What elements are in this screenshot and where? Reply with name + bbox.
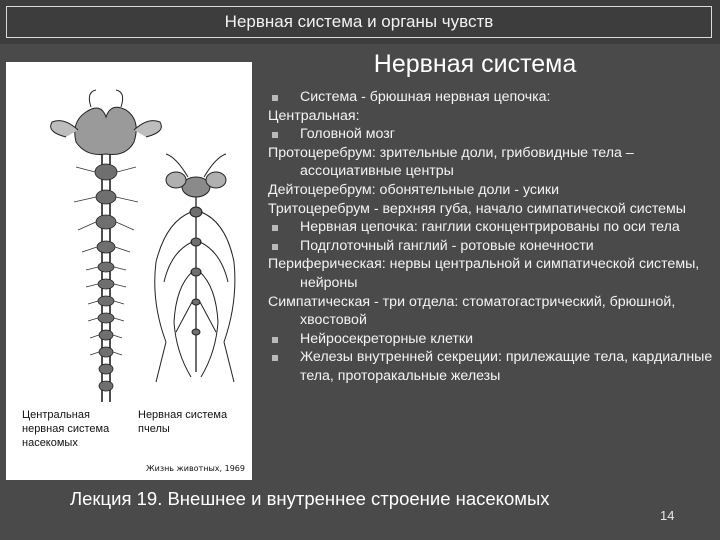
text-line: Центральная: <box>268 107 360 124</box>
text-line: Периферическая: нервы центральной и симпатической системы, нейроны <box>268 256 700 291</box>
figure-caption-right: Нервная система пчелы <box>138 409 228 435</box>
bullet-item: Головной мозг <box>268 125 716 144</box>
slide-title: Нервная система <box>373 50 577 78</box>
text-line: Симпатическая - три отдела: стоматогастрический, брюшной, хвостовой <box>268 293 676 329</box>
page-number: 14 <box>660 508 675 523</box>
header-title: Нервная система и органы чувств <box>6 6 712 38</box>
bullet-item: Нейросекреторные клетки <box>268 330 716 349</box>
bullet-item: Система - брюшная нервная цепочка: <box>268 88 716 107</box>
nervous-system-figure <box>6 62 252 480</box>
figure-credit: Жизнь животных, 1969 <box>146 464 245 473</box>
text-line: Тритоцеребрум - верхняя губа, начало симпатической системы <box>268 200 686 217</box>
text-line: Протоцеребрум: зрительные доли, грибовидные тела – ассоциативные центры <box>268 144 634 180</box>
text-line: Дейтоцеребрум: обонятельные доли - усики <box>268 181 560 198</box>
lecture-footer: Лекция 19. Внешнее и внутреннее строение насекомых <box>70 488 550 509</box>
figure-caption-left: Центральная нервная система насекомых <box>22 409 110 449</box>
header-bar <box>0 0 720 44</box>
bullet-item: Подглоточный ганглий - ротовые конечности <box>268 237 716 256</box>
body-text <box>268 88 716 386</box>
bullet-item: Нервная цепочка: ганглии сконцентрированы по оси тела <box>268 218 716 237</box>
bullet-item: Железы внутренней секреции: прилежащие тела, кардиалные тела, проторакальные железы <box>268 348 716 385</box>
